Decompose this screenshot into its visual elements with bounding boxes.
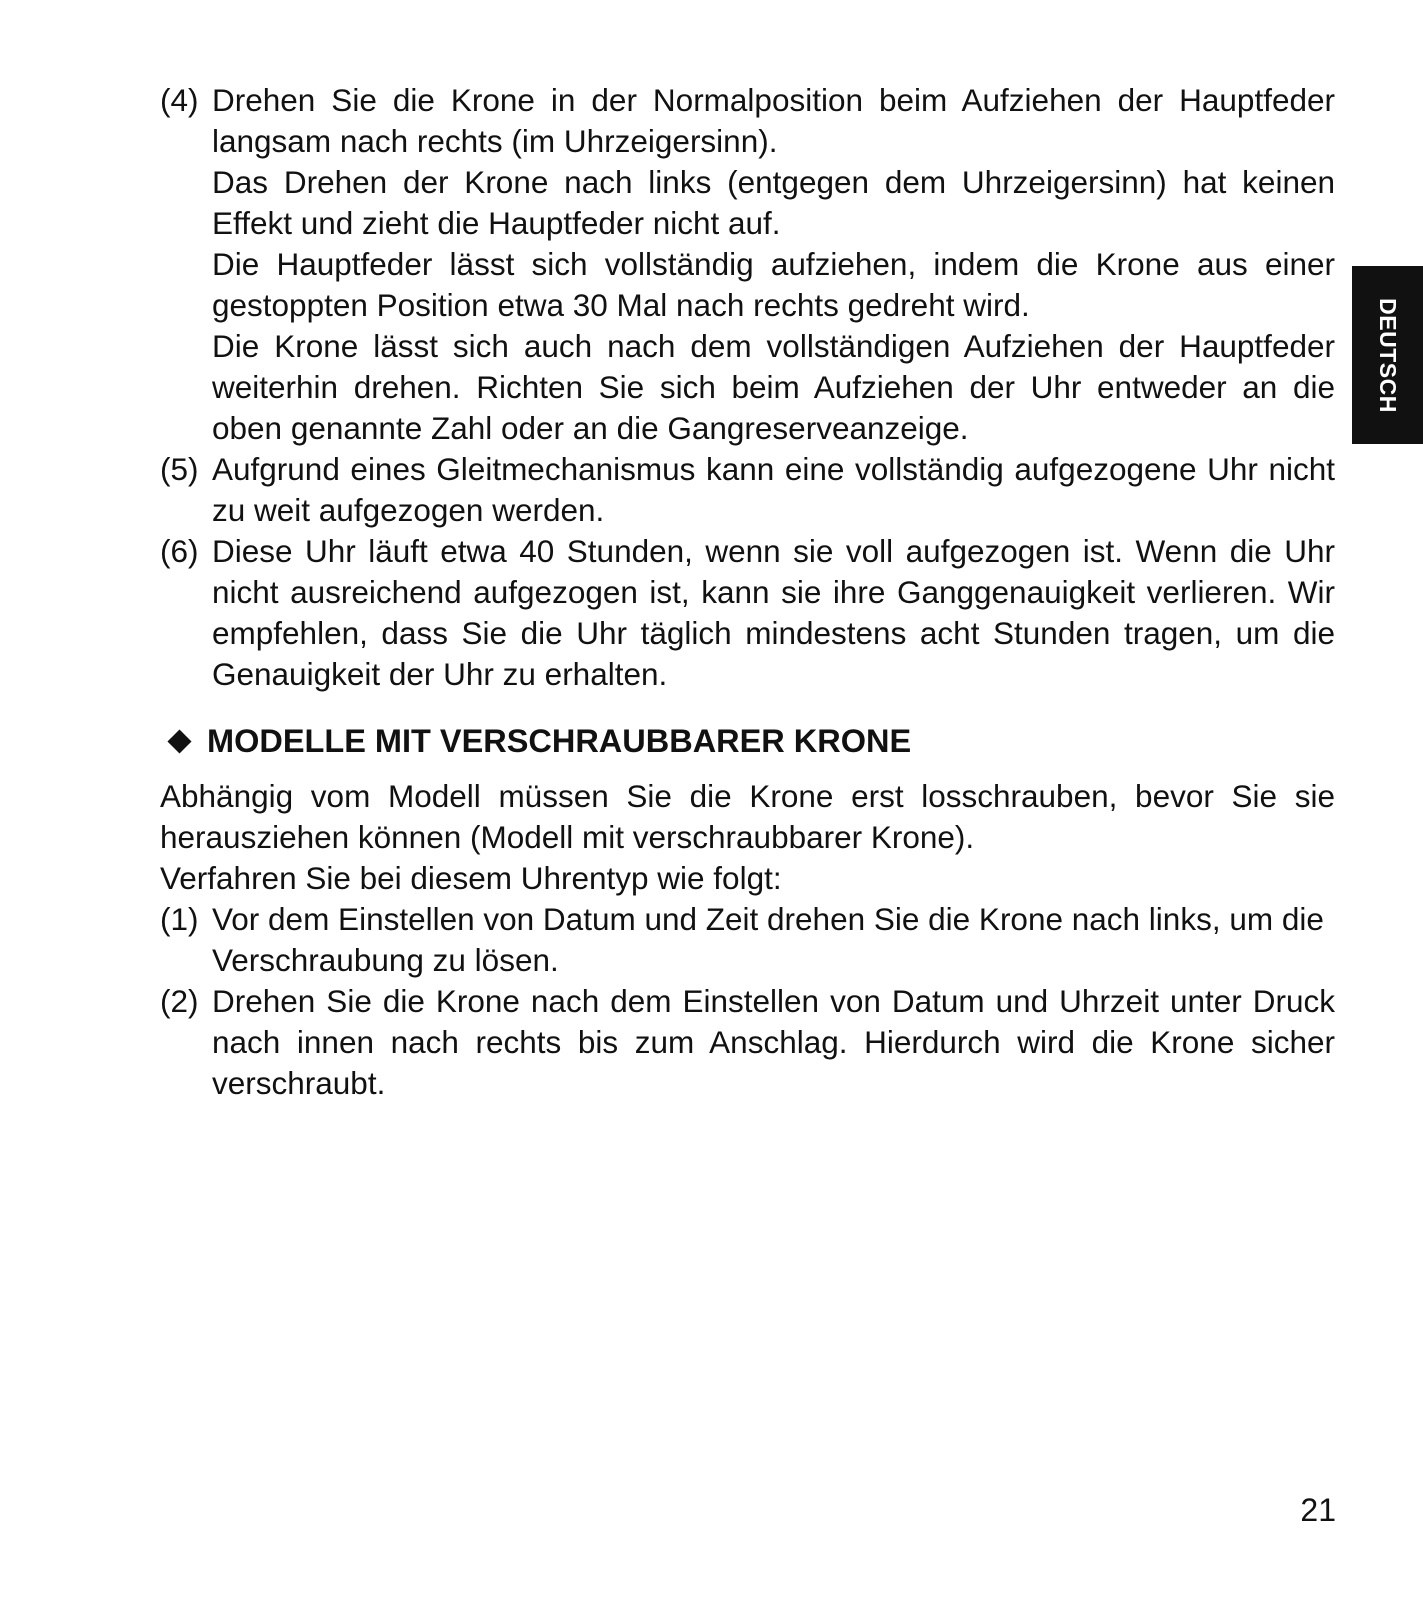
section-intro-2: Verfahren Sie bei diesem Uhrentyp wie folgt:: [160, 860, 782, 896]
page-number: 21: [1300, 1492, 1336, 1528]
item-number: (1): [160, 901, 199, 937]
list-item-4: [160, 80, 1335, 449]
paragraph: Drehen Sie die Krone nach dem Einstellen von Datum und Uhrzeit unter Druck nach innen nach rechts bis zum Anschlag. Hierdurch wird die Krone sicher verschraubt.: [212, 983, 1335, 1101]
item-number: (2): [160, 983, 199, 1019]
language-tab-label: DEUTSCH: [1375, 297, 1402, 413]
list-item-1: [160, 899, 1335, 981]
list-item-5: [160, 449, 1335, 531]
paragraph: Die Hauptfeder lässt sich vollständig aufziehen, indem die Krone aus einer gestoppten Position etwa 30 Mal nach rechts gedreht wird.: [212, 246, 1335, 323]
section-intro: Abhängig vom Modell müssen Sie die Krone erst losschrauben, bevor Sie sie herausziehen können (Modell mit verschraubbarer Krone).: [160, 778, 1335, 855]
item-number: (5): [160, 451, 199, 487]
section-heading: [160, 721, 1335, 762]
list-item-2: [160, 981, 1335, 1104]
diamond-bullet-icon: [167, 729, 191, 753]
page-content: [160, 80, 1335, 1104]
paragraph: Das Drehen der Krone nach links (entgegen dem Uhrzeigersinn) hat keinen Effekt und zieht die Hauptfeder nicht auf.: [212, 164, 1335, 241]
section-heading-text: MODELLE MIT VERSCHRAUBBARER KRONE: [207, 723, 912, 759]
paragraph: Die Krone lässt sich auch nach dem vollständigen Aufziehen der Hauptfeder weiterhin drehen. Richten Sie sich beim Aufziehen der Uhr entweder an die oben genannte Zahl oder an die Gangreserveanzeige.: [212, 328, 1335, 446]
paragraph: Diese Uhr läuft etwa 40 Stunden, wenn sie voll aufgezogen ist. Wenn die Uhr nicht ausreichend aufgezogen ist, kann sie ihre Ganggenauigkeit verlieren. Wir empfehlen, dass Sie die Uhr täglich mindestens acht Stunden tragen, um die Genauigkeit der Uhr zu erhalten.: [212, 533, 1335, 692]
item-number: (6): [160, 533, 199, 569]
paragraph: Aufgrund eines Gleitmechanismus kann eine vollständig aufgezogene Uhr nicht zu weit aufgezogen werden.: [212, 451, 1335, 528]
paragraph: Drehen Sie die Krone in der Normalposition beim Aufziehen der Hauptfeder langsam nach rechts (im Uhrzeigersinn).: [212, 82, 1335, 159]
item-number: (4): [160, 82, 199, 118]
language-tab: [1352, 266, 1423, 444]
list-item-6: [160, 531, 1335, 695]
paragraph: Vor dem Einstellen von Datum und Zeit drehen Sie die Krone nach links, um die Verschraubung zu lösen.: [212, 901, 1324, 978]
